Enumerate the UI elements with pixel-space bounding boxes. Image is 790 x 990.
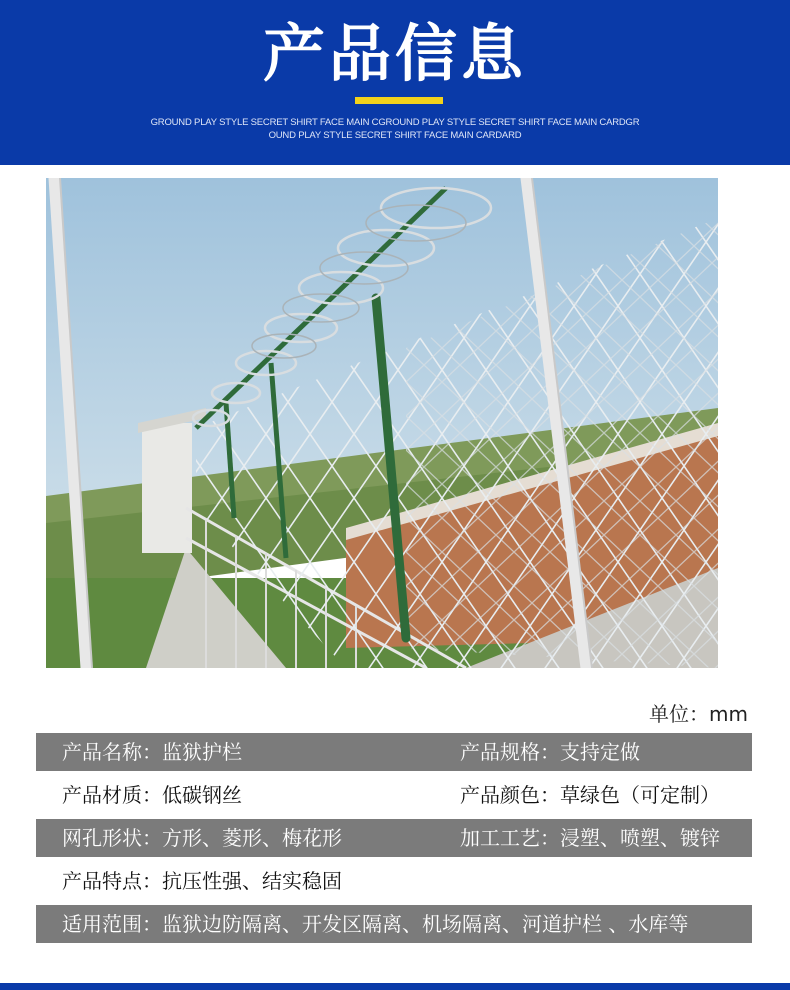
title-underline [355,97,443,104]
mesh-shape: 网孔形状：方形、菱形、梅花形 [62,826,342,850]
product-color: 产品颜色：草绿色（可定制） [460,783,720,807]
header-subtitle-line2: OUND PLAY STYLE SECRET SHIRT FACE MAIN CARDARD [268,130,522,141]
product-spec: 产品规格：支持定做 [460,740,640,764]
header-subtitle-line1: GROUND PLAY STYLE SECRET SHIRT FACE MAIN CGROUND PLAY STYLE SECRET SHIRT FACE MAIN CARDGR [150,117,640,128]
spec-row-1 [36,733,752,771]
application-scope: 适用范围：监狱边防隔离、开发区隔离、机场隔离、河道护栏 、水库等 [62,912,689,936]
product-features: 产品特点：抗压性强、结实稳固 [62,869,342,893]
product-name: 产品名称：监狱护栏 [62,740,242,764]
fence-illustration [46,178,718,668]
product-photo [46,178,718,668]
footer-divider [0,983,790,990]
spec-row-2 [36,776,752,814]
spec-row-5 [36,905,752,943]
page-title: 产品信息 [262,17,527,90]
product-material: 产品材质：低碳钢丝 [62,783,242,807]
unit-label: 单位：mm [649,702,748,726]
header-subtitle [150,116,640,142]
spec-row-3 [36,819,752,857]
processing-craft: 加工工艺：浸塑、喷塑、镀锌 [460,826,720,850]
header-banner [0,0,790,165]
spec-row-4 [36,862,752,900]
